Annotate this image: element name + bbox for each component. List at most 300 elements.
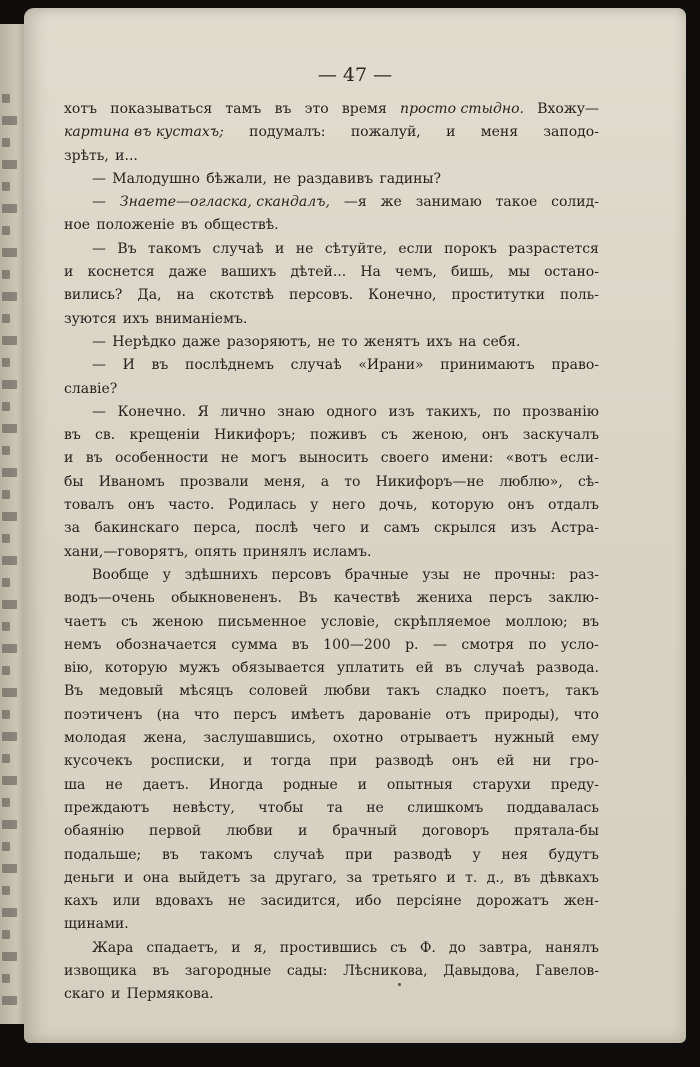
- word: нанялъ: [545, 939, 599, 956]
- word: брачные: [344, 566, 409, 583]
- text-line: [64, 657, 599, 680]
- word: охотно: [332, 730, 384, 747]
- word: такъ: [386, 683, 420, 700]
- word: то: [344, 473, 361, 490]
- word: чтобы: [258, 799, 304, 816]
- word: соловей: [248, 683, 309, 700]
- word: не: [366, 799, 384, 816]
- word: за: [249, 869, 266, 886]
- prev-page-text-fragment: [2, 710, 10, 719]
- word: вниманіемъ.: [155, 310, 248, 327]
- prev-page-text-fragment: [2, 358, 10, 367]
- word: и: [243, 753, 253, 770]
- prev-page-text-fragment: [2, 908, 17, 917]
- text-line: [64, 611, 599, 634]
- word: у: [162, 566, 171, 583]
- word: Родилась: [227, 497, 297, 514]
- word: за: [346, 869, 363, 886]
- word: обаянію: [64, 823, 125, 840]
- text-line: [64, 797, 599, 820]
- word: самъ: [383, 520, 420, 537]
- prev-page-text-fragment: [2, 930, 10, 939]
- word: —я: [343, 194, 367, 211]
- prev-page-text-fragment: [2, 292, 17, 301]
- word: послѣ: [255, 520, 299, 537]
- word: дѣвкахъ: [540, 869, 599, 886]
- text-line: [64, 354, 599, 377]
- prev-page-text-fragment: [2, 182, 10, 191]
- word: письменное: [217, 613, 307, 630]
- word: вдовахъ: [155, 893, 214, 910]
- word: не: [317, 333, 336, 350]
- word: зрѣть,: [64, 147, 109, 164]
- word: росписки,: [150, 753, 225, 770]
- text-line: [64, 541, 599, 564]
- word: одного: [326, 403, 377, 420]
- text-line: [64, 331, 599, 354]
- text-line: [64, 308, 599, 331]
- word: право-: [551, 357, 599, 374]
- word: изъ: [388, 403, 415, 420]
- word: персъ: [233, 706, 277, 723]
- word: товалъ: [64, 497, 115, 514]
- text-line: [64, 471, 599, 494]
- text-line: [64, 98, 599, 121]
- word: мы: [507, 264, 530, 281]
- word: не: [105, 776, 123, 793]
- word: остано-: [544, 264, 599, 281]
- text-line: [64, 913, 599, 936]
- word: случаѣ: [290, 357, 342, 374]
- word: показываться: [110, 101, 213, 117]
- word: такое: [495, 194, 538, 211]
- word: невѣсту,: [172, 799, 235, 816]
- word: загородные: [184, 962, 272, 979]
- word: раз-: [569, 566, 599, 583]
- text-line: [64, 401, 599, 424]
- word: обществѣ.: [204, 217, 279, 234]
- word: и: [446, 869, 456, 886]
- word: онъ: [481, 427, 509, 444]
- word: если-: [559, 450, 599, 467]
- word: онъ: [127, 497, 155, 514]
- word: ни: [532, 753, 552, 770]
- word: скрѣпляемое: [393, 613, 491, 630]
- word: она: [142, 869, 169, 886]
- prev-page-text-fragment: [2, 116, 17, 125]
- text-line: [64, 261, 599, 284]
- word: засидится,: [260, 893, 341, 910]
- word: не: [295, 240, 314, 257]
- word: подальше;: [64, 846, 142, 863]
- word: Никифоръ;: [214, 427, 296, 444]
- word: положеніе: [96, 217, 175, 234]
- word: На: [360, 264, 381, 281]
- word: природы),: [484, 706, 560, 723]
- prev-page-text-fragment: [2, 644, 17, 653]
- word: у: [310, 497, 319, 514]
- word: завтра,: [478, 939, 533, 956]
- word: дѣтей...: [290, 264, 347, 281]
- word: бѣжали,: [206, 170, 268, 187]
- word: скаго: [64, 986, 105, 1003]
- prev-page-text-fragment: [2, 138, 10, 147]
- word: могъ: [251, 450, 287, 467]
- prev-page-text-fragment: [2, 578, 10, 587]
- word: мужъ: [179, 660, 221, 677]
- text-line: [64, 890, 599, 913]
- word: поль-: [559, 287, 599, 304]
- word: знаю: [277, 403, 315, 420]
- word: деньги: [64, 869, 115, 886]
- word: въ: [64, 427, 81, 444]
- word: персовъ.: [289, 287, 354, 304]
- word: разводѣ: [375, 753, 434, 770]
- text-line: [64, 564, 599, 587]
- word: время: [341, 101, 387, 117]
- text-line: [64, 844, 599, 867]
- word: заклю-: [548, 590, 599, 607]
- word: смотря: [461, 636, 515, 653]
- word: скрылся: [433, 520, 497, 537]
- book-page: [24, 8, 686, 1043]
- word: р.: [405, 636, 419, 653]
- word: даетъ.: [142, 776, 190, 793]
- word: не: [463, 566, 481, 583]
- word: и: [64, 264, 74, 281]
- text-line: [64, 937, 599, 960]
- word: даже: [182, 333, 221, 350]
- text-line: [64, 378, 599, 401]
- word: женою: [152, 613, 204, 630]
- word: тамъ: [225, 101, 262, 117]
- word: даже: [168, 264, 207, 281]
- word: жен-: [563, 893, 599, 910]
- word: перса,: [193, 520, 241, 537]
- word: и: [357, 776, 367, 793]
- word: обыкновененъ.: [171, 590, 282, 607]
- word: случаѣ: [473, 660, 525, 677]
- text-line: [64, 238, 599, 261]
- prev-page-text-fragment: [2, 688, 17, 697]
- word: дочь,: [379, 497, 418, 514]
- word: принимаютъ: [440, 357, 535, 374]
- prev-page-text-fragment: [2, 512, 17, 521]
- prev-page-text-fragment: [2, 226, 10, 235]
- word: на: [458, 333, 477, 350]
- page-number: — 47 —: [317, 64, 393, 86]
- word: меня,: [263, 473, 306, 490]
- word: поддавалась: [506, 799, 599, 816]
- prev-page-text-fragment: [2, 600, 17, 609]
- word: съ: [121, 613, 138, 630]
- word: Астра-: [550, 520, 599, 537]
- word: вашихъ: [220, 264, 277, 281]
- word: ему: [571, 730, 599, 747]
- prev-page-text-fragment: [2, 248, 17, 257]
- word: заслушавшись,: [203, 730, 316, 747]
- word: извощика: [64, 962, 137, 979]
- prev-page-text-fragment: [2, 556, 17, 565]
- word: въ: [513, 869, 531, 886]
- word: крещеніи: [129, 427, 200, 444]
- text-line: [64, 121, 599, 144]
- word: кусочекъ: [64, 753, 133, 770]
- word: по: [528, 636, 547, 653]
- word: картина въ кустахъ;: [64, 124, 224, 141]
- word: спадаетъ,: [146, 939, 219, 956]
- word: чего: [312, 520, 346, 537]
- word: часто.: [168, 497, 215, 514]
- word: —: [92, 333, 106, 350]
- word: своего: [380, 450, 429, 467]
- word: по: [492, 403, 511, 420]
- word: и...: [115, 147, 138, 164]
- word: «вотъ: [505, 450, 548, 467]
- word: родные: [283, 776, 338, 793]
- prev-page-text-fragment: [2, 820, 17, 829]
- word: Никифоръ—не: [375, 473, 485, 490]
- text-line: [64, 867, 599, 890]
- word: вились?: [64, 287, 123, 304]
- word: Лѣсникова,: [343, 962, 428, 979]
- prev-page-text-fragment: [2, 490, 10, 499]
- text-line: [64, 727, 599, 750]
- text-line: [64, 704, 599, 727]
- word: же: [380, 194, 402, 211]
- word: поэтиченъ: [64, 706, 143, 723]
- text-line: [64, 424, 599, 447]
- word: у: [472, 846, 481, 863]
- word: персіяне: [396, 893, 462, 910]
- page-text: [64, 98, 599, 1007]
- word: мѣсяцъ: [179, 683, 234, 700]
- word: Ф.: [419, 939, 436, 956]
- word: не: [273, 170, 291, 187]
- word: отдалъ: [547, 497, 599, 514]
- word: Въ: [298, 590, 318, 607]
- text-line: [64, 214, 599, 237]
- word: преждаютъ: [64, 799, 150, 816]
- word: въ: [274, 101, 292, 117]
- word: и: [446, 124, 456, 141]
- word: пожалуй,: [350, 124, 421, 141]
- word: любви: [226, 823, 274, 840]
- word: Иногда: [208, 776, 264, 793]
- word: обязывается: [231, 660, 326, 677]
- word: бишь,: [450, 264, 494, 281]
- word: Гавелов-: [535, 962, 599, 979]
- word: которую: [104, 660, 168, 677]
- word: хани,—говорятъ,: [64, 543, 189, 560]
- prev-page-text-fragment: [2, 754, 10, 763]
- word: что: [573, 706, 599, 723]
- word: въ: [445, 660, 462, 677]
- word: подумалъ:: [249, 124, 326, 141]
- word: въ: [85, 450, 103, 467]
- word: Въ: [64, 683, 84, 700]
- word: дарованіе: [358, 706, 432, 723]
- prev-page-text-fragment: [2, 402, 10, 411]
- text-line: [64, 447, 599, 470]
- word: женою,: [412, 427, 468, 444]
- text-line: [64, 284, 599, 307]
- word: онъ: [507, 497, 535, 514]
- word: случаѣ: [212, 240, 264, 257]
- word: такомъ: [148, 240, 202, 257]
- word: опытныя: [386, 776, 453, 793]
- word: сады:: [286, 962, 328, 979]
- word: тогда: [270, 753, 312, 770]
- word: щинами.: [64, 916, 129, 933]
- word: гадины?: [379, 170, 442, 187]
- prev-page-text-fragment: [2, 974, 10, 983]
- word: та: [326, 799, 343, 816]
- word: дорожатъ: [476, 893, 549, 910]
- word: выносить: [299, 450, 369, 467]
- word: бы: [64, 473, 84, 490]
- word: И: [122, 357, 135, 374]
- word: или: [112, 893, 141, 910]
- word: порокъ: [444, 240, 497, 257]
- word: прозвали: [179, 473, 249, 490]
- word: онъ: [451, 753, 479, 770]
- word: отрываетъ: [400, 730, 478, 747]
- word: скотствѣ: [209, 287, 275, 304]
- word: имѣетъ: [290, 706, 345, 723]
- paper-speck: [398, 983, 401, 986]
- word: него: [332, 497, 366, 514]
- prev-page-text-fragment: [2, 160, 17, 169]
- word: такомъ: [199, 846, 253, 863]
- text-line: [64, 983, 599, 1006]
- word: то: [341, 333, 358, 350]
- word: вію,: [64, 660, 93, 677]
- word: нужный: [494, 730, 555, 747]
- word: Жара: [92, 939, 134, 956]
- text-line: [64, 820, 599, 843]
- word: старухи: [472, 776, 531, 793]
- prev-page-text-fragment: [2, 380, 17, 389]
- word: Вхожу—: [537, 101, 599, 117]
- word: ша: [64, 776, 86, 793]
- word: принялъ: [242, 543, 307, 560]
- word: случаѣ: [273, 846, 325, 863]
- word: что: [193, 706, 220, 723]
- text-line: [64, 680, 599, 703]
- word: не: [220, 450, 239, 467]
- word: брачный: [332, 823, 398, 840]
- word: немъ: [64, 636, 102, 653]
- word: и: [359, 520, 370, 537]
- word: коснется: [87, 264, 155, 281]
- word: опять: [194, 543, 237, 560]
- word: и: [231, 939, 241, 956]
- word: люблю»,: [499, 473, 563, 490]
- word: и: [298, 823, 308, 840]
- word: сумма: [231, 636, 278, 653]
- word: —: [432, 636, 447, 653]
- word: водъ—очень: [64, 590, 155, 607]
- word: ихъ: [426, 333, 453, 350]
- word: бакинскаго: [94, 520, 180, 537]
- word: прозванію: [522, 403, 599, 420]
- word: въ: [152, 962, 170, 979]
- word: съ: [390, 939, 407, 956]
- word: поетъ,: [502, 683, 550, 700]
- word: меня: [480, 124, 519, 141]
- word: качествѣ: [333, 590, 401, 607]
- word: не: [227, 893, 246, 910]
- word: «Ирани»: [358, 357, 424, 374]
- word: (на: [156, 706, 180, 723]
- word: жена,: [143, 730, 187, 747]
- word: молодая: [64, 730, 127, 747]
- word: въ: [291, 636, 309, 653]
- word: въ: [582, 613, 599, 630]
- text-line: [64, 960, 599, 983]
- word: и: [111, 986, 121, 1003]
- word: персовъ: [271, 566, 332, 583]
- word: отъ: [445, 706, 471, 723]
- word: нея: [501, 846, 528, 863]
- word: женятъ: [363, 333, 420, 350]
- word: я,: [253, 939, 267, 956]
- word: д.,: [486, 869, 505, 886]
- prev-page-text-fragment: [2, 468, 17, 477]
- word: третьяго: [371, 869, 437, 886]
- word: чаетъ: [64, 613, 107, 630]
- prev-page-text-fragment: [2, 94, 10, 103]
- word: разрастется: [508, 240, 599, 257]
- prev-page-text-fragment: [2, 996, 17, 1005]
- word: просто стыдно.: [400, 101, 524, 117]
- word: уплатить: [336, 660, 405, 677]
- word: заподо-: [543, 124, 599, 141]
- word: заскучалъ: [522, 427, 599, 444]
- word: сѣ-: [577, 473, 599, 490]
- word: солид-: [551, 194, 599, 211]
- word: 100—200: [323, 636, 391, 653]
- word: ное: [64, 217, 91, 234]
- word: въ: [151, 357, 169, 374]
- word: кахъ: [64, 893, 98, 910]
- word: св.: [95, 427, 116, 444]
- word: т.: [465, 869, 478, 886]
- word: въ: [162, 846, 179, 863]
- word: себя.: [482, 333, 521, 350]
- word: славіе?: [64, 380, 118, 397]
- word: Иваномъ: [98, 473, 165, 490]
- prev-page-text-fragment: [2, 534, 10, 543]
- word: раздавивъ: [297, 170, 374, 187]
- word: исламъ.: [312, 543, 372, 560]
- word: хотъ: [64, 101, 97, 117]
- word: —: [92, 403, 106, 420]
- word: это: [304, 101, 329, 117]
- word: особенности: [115, 450, 209, 467]
- word: ихъ: [122, 310, 149, 327]
- text-line: [64, 191, 599, 214]
- word: чемъ,: [395, 264, 437, 281]
- text-line: [64, 750, 599, 773]
- word: усло-: [560, 636, 599, 653]
- prev-page-text-fragment: [2, 732, 17, 741]
- word: на: [176, 287, 195, 304]
- word: здѣшнихъ: [184, 566, 258, 583]
- word: обозначается: [115, 636, 217, 653]
- word: ей: [496, 753, 515, 770]
